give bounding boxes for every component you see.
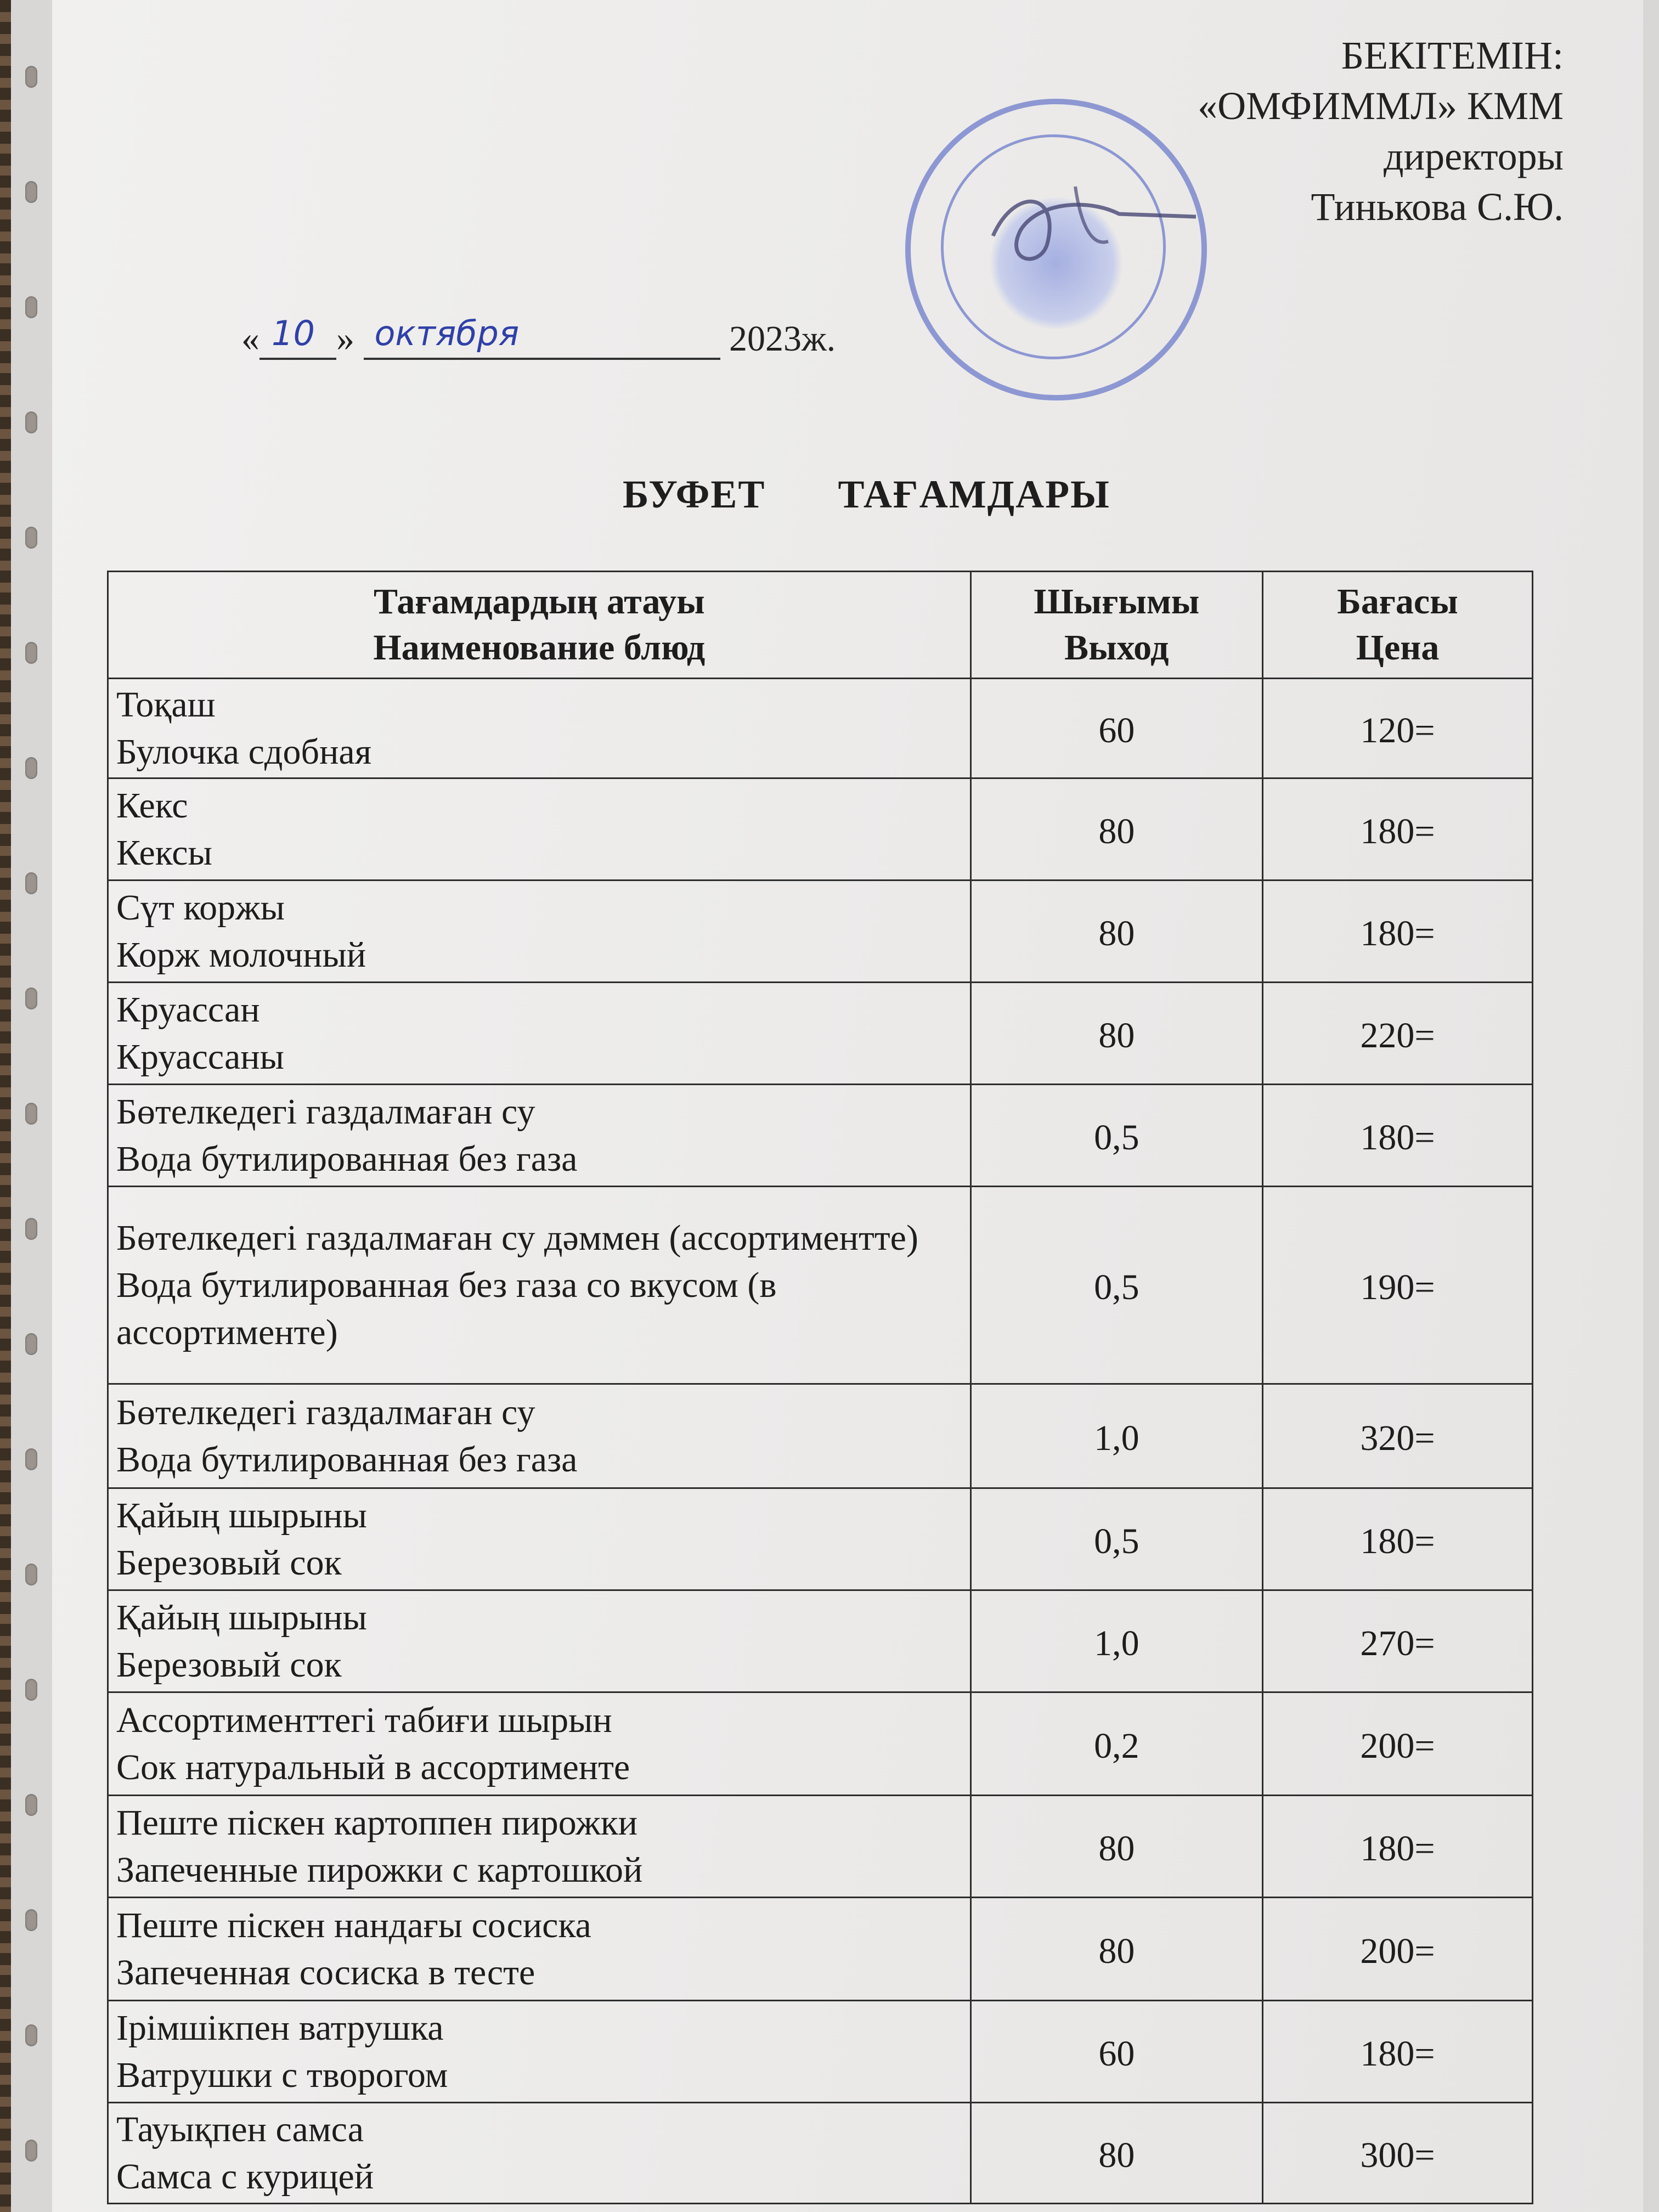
date-line xyxy=(241,313,836,360)
dish-price: 180= xyxy=(1263,1085,1533,1187)
dish-name-kz: Сүт коржы xyxy=(116,887,285,928)
dish-price: 320= xyxy=(1263,1384,1533,1488)
dish-name xyxy=(108,1488,971,1590)
signature-mark xyxy=(911,104,1201,395)
dish-price: 180= xyxy=(1263,1488,1533,1590)
dish-output: 80 xyxy=(970,983,1262,1085)
dish-price: 120= xyxy=(1263,679,1533,778)
table-row xyxy=(108,2001,1533,2103)
header-output xyxy=(970,572,1262,679)
date-close-quote: » xyxy=(336,319,354,359)
dish-output: 1,0 xyxy=(970,1590,1262,1692)
dish-name-ru: Вода бутилированная без газа со вкусом (в ассортименте) xyxy=(116,1265,777,1352)
dish-name-kz: Пеште піскен нандағы сосиска xyxy=(116,1905,591,1945)
dish-name-ru: Корж молочный xyxy=(116,934,366,975)
dish-name-ru: Березовый сок xyxy=(116,1644,342,1685)
header-price-ru: Цена xyxy=(1356,628,1440,668)
dish-name-kz: Тауықпен самса xyxy=(116,2109,364,2149)
day-blank xyxy=(259,313,336,360)
header-output-kz: Шығымы xyxy=(1034,582,1200,622)
dish-name-ru: Вода бутилированная без газа xyxy=(116,1439,578,1480)
date-year: 2023ж. xyxy=(729,319,836,359)
dish-name-kz: Ассортименттегі табиғи шырын xyxy=(116,1700,612,1740)
dish-name-kz: Пеште піскен картоппен пирожки xyxy=(116,1802,638,1843)
table-row xyxy=(108,2103,1533,2204)
dish-name-kz: Бөтелкедегі газдалмаған су дәммен (ассортиментте) xyxy=(116,1217,918,1258)
header-name xyxy=(108,572,971,679)
header-output-ru: Выход xyxy=(1064,628,1169,668)
official-seal xyxy=(905,99,1207,400)
table-row xyxy=(108,778,1533,881)
dish-output: 60 xyxy=(970,679,1262,778)
dish-output: 80 xyxy=(970,2103,1262,2204)
dish-price: 190= xyxy=(1263,1187,1533,1384)
table-row xyxy=(108,1488,1533,1590)
table-header-row xyxy=(108,572,1533,679)
dish-name-kz: Круассан xyxy=(116,989,260,1030)
menu-table-body xyxy=(108,679,1533,2204)
table-row xyxy=(108,1898,1533,2001)
page-title: БУФЕТ ТАҒАМДАРЫ xyxy=(623,472,1110,516)
header-name-ru: Наименование блюд xyxy=(373,628,706,668)
dish-price: 180= xyxy=(1263,2001,1533,2103)
handwritten-month: октября xyxy=(374,313,520,353)
table-row xyxy=(108,881,1533,983)
header-name-kz: Тағамдардың атауы xyxy=(373,582,705,622)
dish-price: 180= xyxy=(1263,1796,1533,1898)
dish-name-kz: Қайың шырыны xyxy=(116,1597,367,1638)
dish-price: 200= xyxy=(1263,1692,1533,1796)
dish-name xyxy=(108,1085,971,1187)
dish-name xyxy=(108,1590,971,1692)
dish-name-ru: Круассаны xyxy=(116,1036,284,1077)
dish-price: 270= xyxy=(1263,1590,1533,1692)
approval-name: Тинькова С.Ю. xyxy=(1311,185,1564,229)
dish-name-kz: Қайың шырыны xyxy=(116,1495,367,1536)
dish-name xyxy=(108,2103,971,2204)
dish-price: 180= xyxy=(1263,778,1533,881)
dish-output: 60 xyxy=(970,2001,1262,2103)
approval-block xyxy=(1198,30,1564,232)
table-row xyxy=(108,1085,1533,1187)
dish-name-kz: Кекс xyxy=(116,785,188,826)
dish-name-ru: Запеченная сосиска в тесте xyxy=(116,1952,535,1993)
approval-heading: БЕКІТЕМІН: xyxy=(1341,33,1564,77)
dish-price: 200= xyxy=(1263,1898,1533,2001)
header-price xyxy=(1263,572,1533,679)
dish-name xyxy=(108,778,971,881)
dish-name-kz: Бөтелкедегі газдалмаған су xyxy=(116,1392,535,1432)
dish-price: 180= xyxy=(1263,881,1533,983)
dish-output: 0,2 xyxy=(970,1692,1262,1796)
dish-name-kz: Тоқаш xyxy=(116,684,216,725)
table-row xyxy=(108,1187,1533,1384)
table-row xyxy=(108,1796,1533,1898)
month-blank xyxy=(364,313,720,360)
table-row xyxy=(108,679,1533,778)
dish-name-kz: Бөтелкедегі газдалмаған су xyxy=(116,1091,535,1132)
approval-position: директоры xyxy=(1383,134,1564,178)
dish-output: 80 xyxy=(970,1796,1262,1898)
dish-name xyxy=(108,1692,971,1796)
dish-name xyxy=(108,983,971,1085)
document-page xyxy=(52,0,1643,2212)
dish-name xyxy=(108,1898,971,2001)
dish-price: 300= xyxy=(1263,2103,1533,2204)
table-row xyxy=(108,983,1533,1085)
table-row xyxy=(108,1590,1533,1692)
dish-name xyxy=(108,1187,971,1384)
dish-name xyxy=(108,1796,971,1898)
table-row xyxy=(108,1692,1533,1796)
dish-name-ru: Березовый сок xyxy=(116,1542,342,1583)
dish-name-ru: Самса с курицей xyxy=(116,2156,374,2197)
dish-name xyxy=(108,2001,971,2103)
dish-output: 80 xyxy=(970,778,1262,881)
date-open-quote: « xyxy=(241,319,259,359)
dish-name-ru: Сок натуральный в ассортименте xyxy=(116,1747,630,1787)
dish-output: 80 xyxy=(970,1898,1262,2001)
dish-name-ru: Ватрушки с творогом xyxy=(116,2055,448,2095)
header-price-kz: Бағасы xyxy=(1337,582,1458,622)
dish-output: 0,5 xyxy=(970,1187,1262,1384)
approval-org: «ОМФИММЛ» КММ xyxy=(1198,84,1564,128)
dish-name xyxy=(108,1384,971,1488)
dish-price: 220= xyxy=(1263,983,1533,1085)
dish-name-ru: Запеченные пирожки с картошкой xyxy=(116,1849,643,1890)
dish-name-ru: Кексы xyxy=(116,832,212,873)
handwritten-day: 10 xyxy=(272,313,315,353)
dish-output: 0,5 xyxy=(970,1085,1262,1187)
dish-name-kz: Ірімшікпен ватрушка xyxy=(116,2007,444,2048)
dish-name xyxy=(108,679,971,778)
dish-name-ru: Вода бутилированная без газа xyxy=(116,1138,578,1179)
dish-output: 80 xyxy=(970,881,1262,983)
dish-output: 0,5 xyxy=(970,1488,1262,1590)
dish-output: 1,0 xyxy=(970,1384,1262,1488)
dish-name-ru: Булочка сдобная xyxy=(116,731,372,772)
dish-name xyxy=(108,881,971,983)
menu-table xyxy=(107,571,1533,2204)
table-row xyxy=(108,1384,1533,1488)
